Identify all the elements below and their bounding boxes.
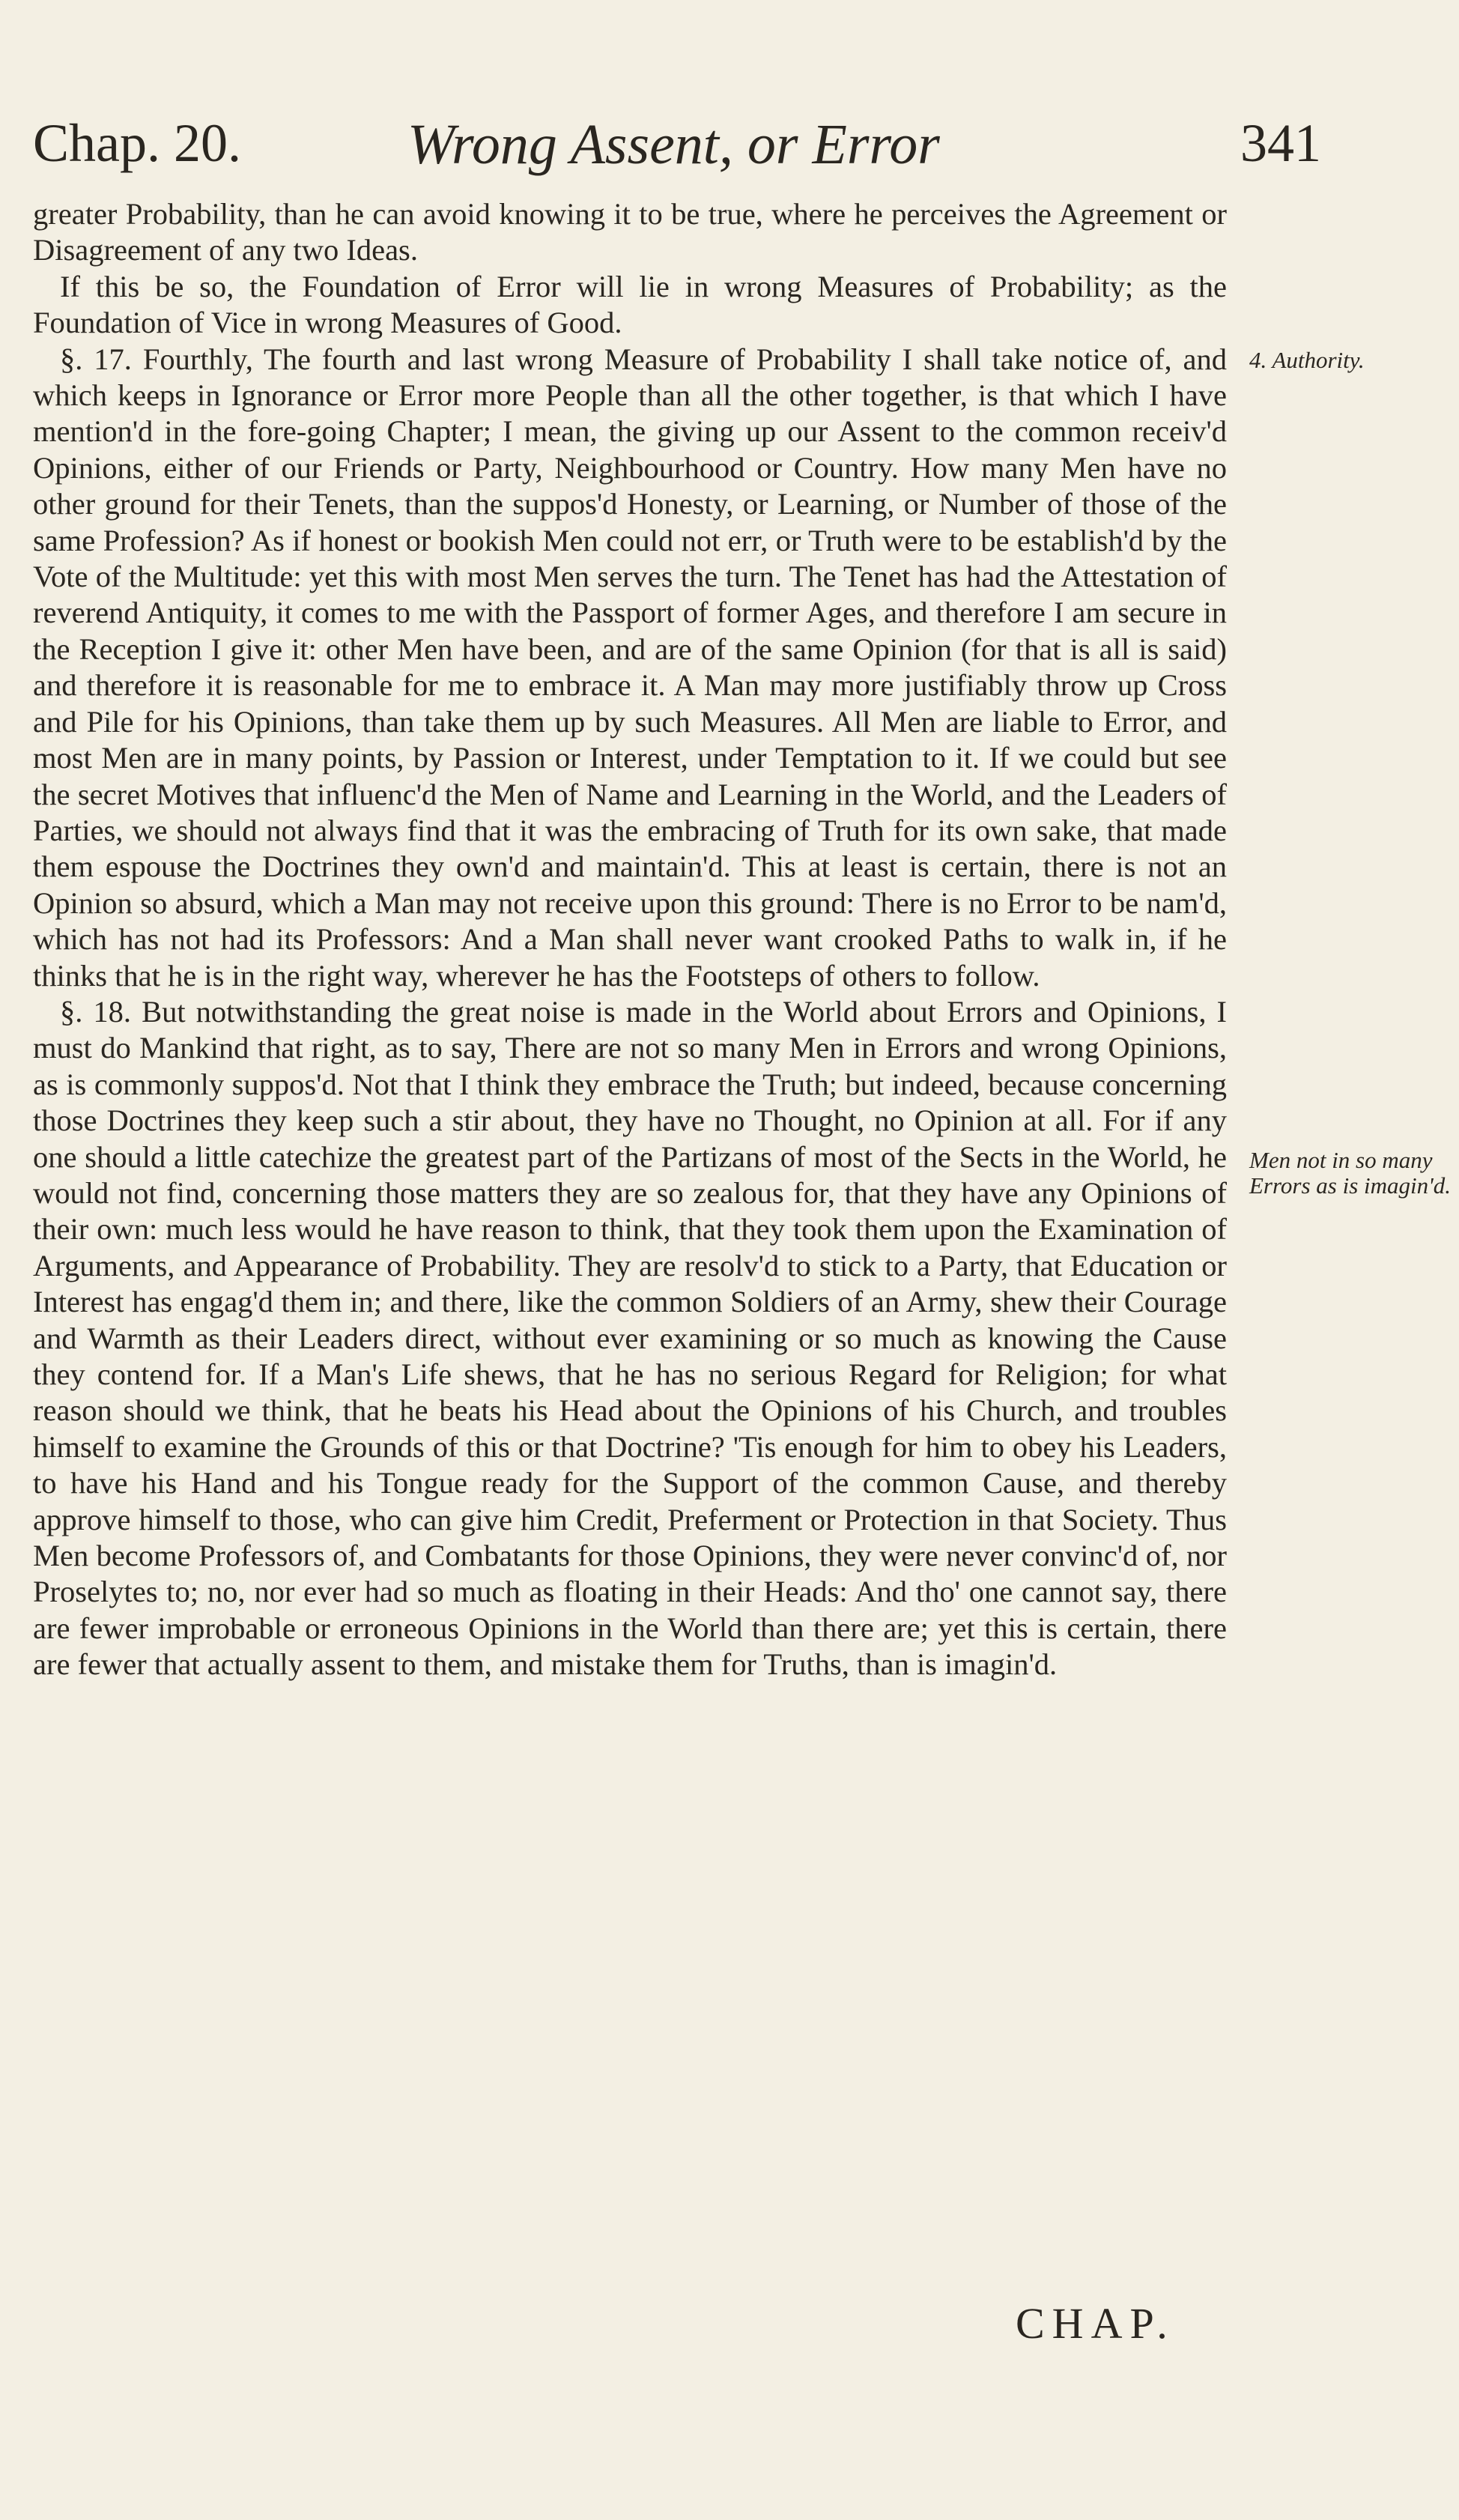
running-title: Wrong Assent, or Error xyxy=(407,113,940,176)
margin-note-authority: 4. Authority. xyxy=(1249,347,1365,373)
chapter-number: Chap. 20. xyxy=(33,113,241,173)
margin-note-errors: Men not in so many Errors as is imagin'd. xyxy=(1249,1147,1452,1199)
running-header xyxy=(33,112,1321,187)
body-text xyxy=(33,196,1227,1683)
paragraph: greater Probability, than he can avoid knowing it to be true, where he perceives the Agreement or Disagreement of any two Ideas. xyxy=(33,197,1227,267)
catchword: CHAP. xyxy=(1016,2299,1175,2348)
paragraph-section-17: §. 17. Fourthly, The fourth and last wrong Measure of Probability I shall take notice of, and which keeps in Ignorance or Error more People than all the other together, is that which I have mention'd in the fore-going Chapter; I mean, the giving up our Assent to the common receiv'd Opinions, either of our Friends or Party, Neighbourhood or Country. How many Men have no other ground for their Tenets, than the suppos'd Honesty, or Learning, or Number of those of the same Profession? As if honest or bookish Men could not err, or Truth were to be establish'd by the Vote of the Multitude: yet this with most Men serves the turn. The Tenet has had the Attestation of reverend Antiquity, it comes to me with the Passport of former Ages, and therefore I am secure in the Reception I give it: other Men have been, and are of the same Opinion (for that is all is said) and therefore it is reasonable for me to embrace it. A Man may more justifiably throw up Cross and Pile for his Opinions, than take them up by such Measures. All Men are liable to Error, and most Men are in many points, by Passion or Interest, under Temptation to it. If we could but see the secret Motives that influenc'd the Men of Name and Learning in the World, and the Leaders of Parties, we should not always find that it was the embracing of Truth for its own sake, that made them espouse the Doctrines they own'd and maintain'd. This at least is certain, there is not an Opinion so absurd, which a Man may not receive upon this ground: There is no Error to be nam'd, which has not had its Professors: And a Man shall never want crooked Paths to walk in, if he thinks that he is in the right way, wherever he has the Footsteps of others to follow. xyxy=(33,342,1227,993)
page-number: 341 xyxy=(1240,113,1321,173)
paragraph: If this be so, the Foundation of Error will lie in wrong Measures of Probability; as the Foundation of Vice in wrong Measures of Good. xyxy=(33,269,1227,340)
paragraph-section-18: §. 18. But notwithstanding the great noise is made in the World about Errors and Opinions, I must do Mankind that right, as to say, There are not so many Men in Errors and wrong Opinions, as is commonly suppos'd. Not that I think they embrace the Truth; but indeed, because concerning those Doctrines they keep such a stir about, they have no Thought, no Opinion at all. For if any one should a little catechize the greatest part of the Partizans of most of the Sects in the World, he would not find, concerning those matters they are so zealous for, that they have any Opinions of their own: much less would he have reason to think, that they took them upon the Examination of Arguments, and Appearance of Probability. They are resolv'd to stick to a Party, that Education or Interest has engag'd them in; and there, like the common Soldiers of an Army, shew their Courage and Warmth as their Leaders direct, without ever examining or so much as knowing the Cause they contend for. If a Man's Life shews, that he has no serious Regard for Religion; for what reason should we think, that he beats his Head about the Opinions of his Church, and troubles himself to examine the Grounds of this or that Doctrine? 'Tis enough for him to obey his Leaders, to have his Hand and his Tongue ready for the Support of the common Cause, and thereby approve himself to those, who can give him Credit, Preferment or Protection in that Society. Thus Men become Professors of, and Combatants for those Opinions, they were never convinc'd of, nor Proselytes to; no, nor ever had so much as floating in their Heads: And tho' one cannot say, there are fewer improbable or erroneous Opinions in the World than there are; yet this is certain, there are fewer that actually assent to them, and mistake them for Truths, than is imagin'd. xyxy=(33,994,1227,1682)
